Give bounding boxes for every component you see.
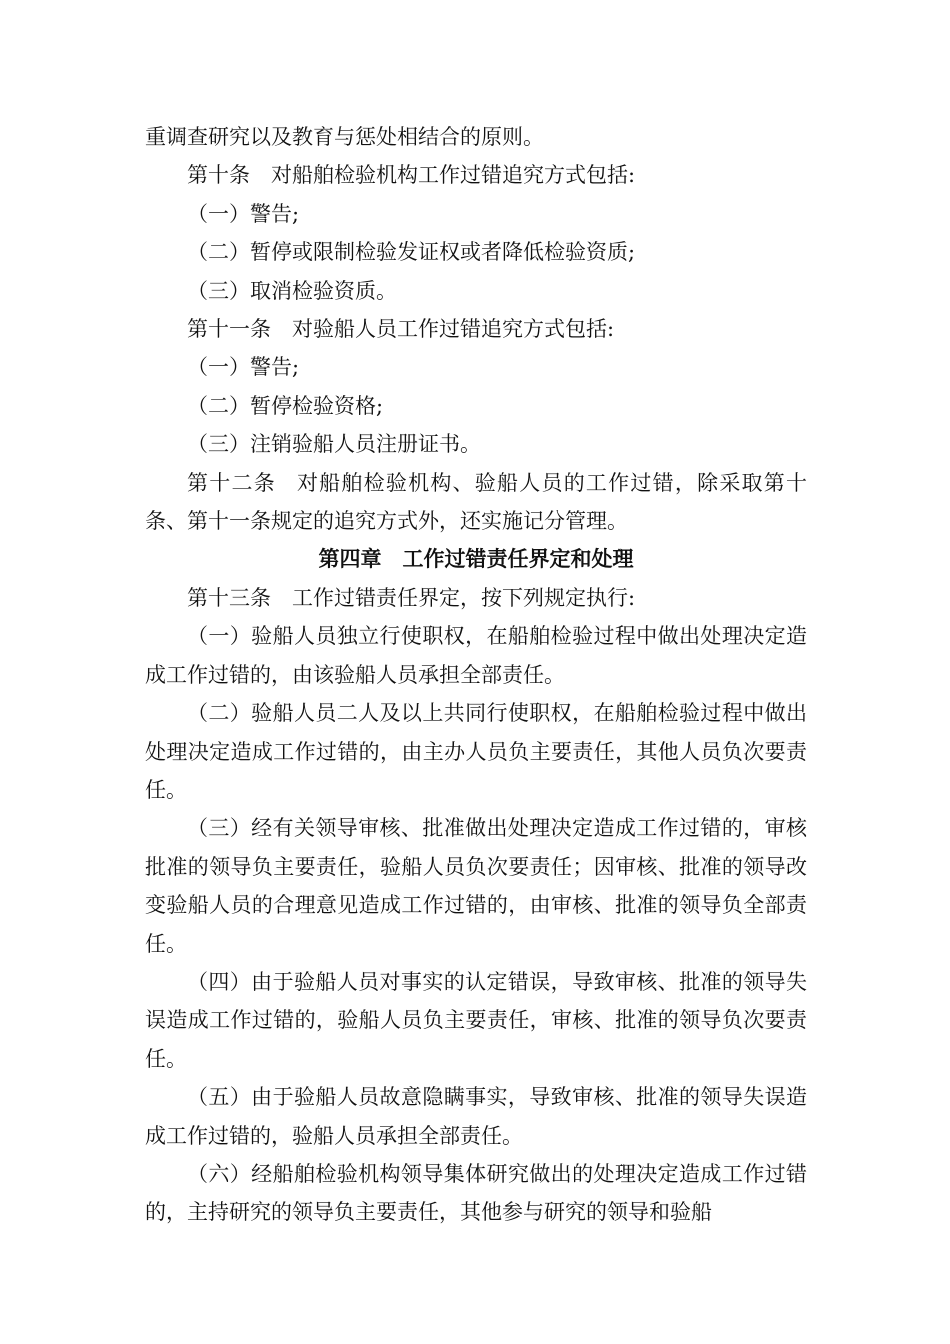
article-11: 第十一条 对验船人员工作过错追究方式包括: (187, 317, 615, 342)
article-number: 第十二条 (187, 470, 276, 495)
list-item: （一）警告; (187, 201, 300, 226)
article-13: 第十三条 工作过错责任界定，按下列规定执行: (187, 585, 636, 610)
list-item: （三）经有关领导审核、批准做出处理决定造成工作过错的，审核批准的领导负主要责任，验船人员负次要责任；因审核、批准的领导改变验船人员的合理意见造成工作过错的，由审核、批准的领导负全部责任。 (145, 816, 807, 956)
paragraph-continuation: 重调查研究以及教育与惩处相结合的原则。 (145, 125, 544, 149)
article-number: 第十一条 (187, 317, 271, 342)
list-item: （二）验船人员二人及以上共同行使职权，在船舶检验过程中做出处理决定造成工作过错的，由主办人员负主要责任，其他人员负次要责任。 (145, 701, 807, 802)
list-item: （五）由于验船人员故意隐瞒事实，导致审核、批准的领导失误造成工作过错的，验船人员承担全部责任。 (145, 1085, 807, 1148)
list-item: （三）取消检验资质。 (187, 278, 397, 303)
list-item: （二）暂停检验资格; (187, 393, 384, 418)
article-number: 第十三条 (187, 585, 271, 610)
list-item: （三）注销验船人员注册证书。 (187, 432, 481, 457)
article-number: 第十条 (187, 163, 250, 188)
document-body (145, 118, 807, 1232)
list-item: （四）由于验船人员对事实的认定错误，导致审核、批准的领导失误造成工作过错的，验船人员负主要责任，审核、批准的领导负次要责任。 (145, 969, 807, 1071)
chapter-heading: 第四章 工作过错责任界定和处理 (318, 546, 634, 572)
list-item: （一）验船人员独立行使职权，在船舶检验过程中做出处理决定造成工作过错的，由该验船人员承担全部责任。 (145, 624, 807, 687)
list-item: （二）暂停或限制检验发证权或者降低检验资质; (187, 240, 636, 265)
list-item: （一）警告; (187, 355, 300, 380)
article-12: 第十二条 对船舶检验机构、验船人员的工作过错，除采取第十条、第十一条规定的追究方式外，还实施记分管理。 (145, 470, 808, 534)
list-item: （六）经船舶检验机构领导集体研究做出的处理决定造成工作过错的，主持研究的领导负主要责任，其他参与研究的领导和验船 (145, 1161, 807, 1225)
article-10: 第十条 对船舶检验机构工作过错追究方式包括: (187, 163, 636, 188)
